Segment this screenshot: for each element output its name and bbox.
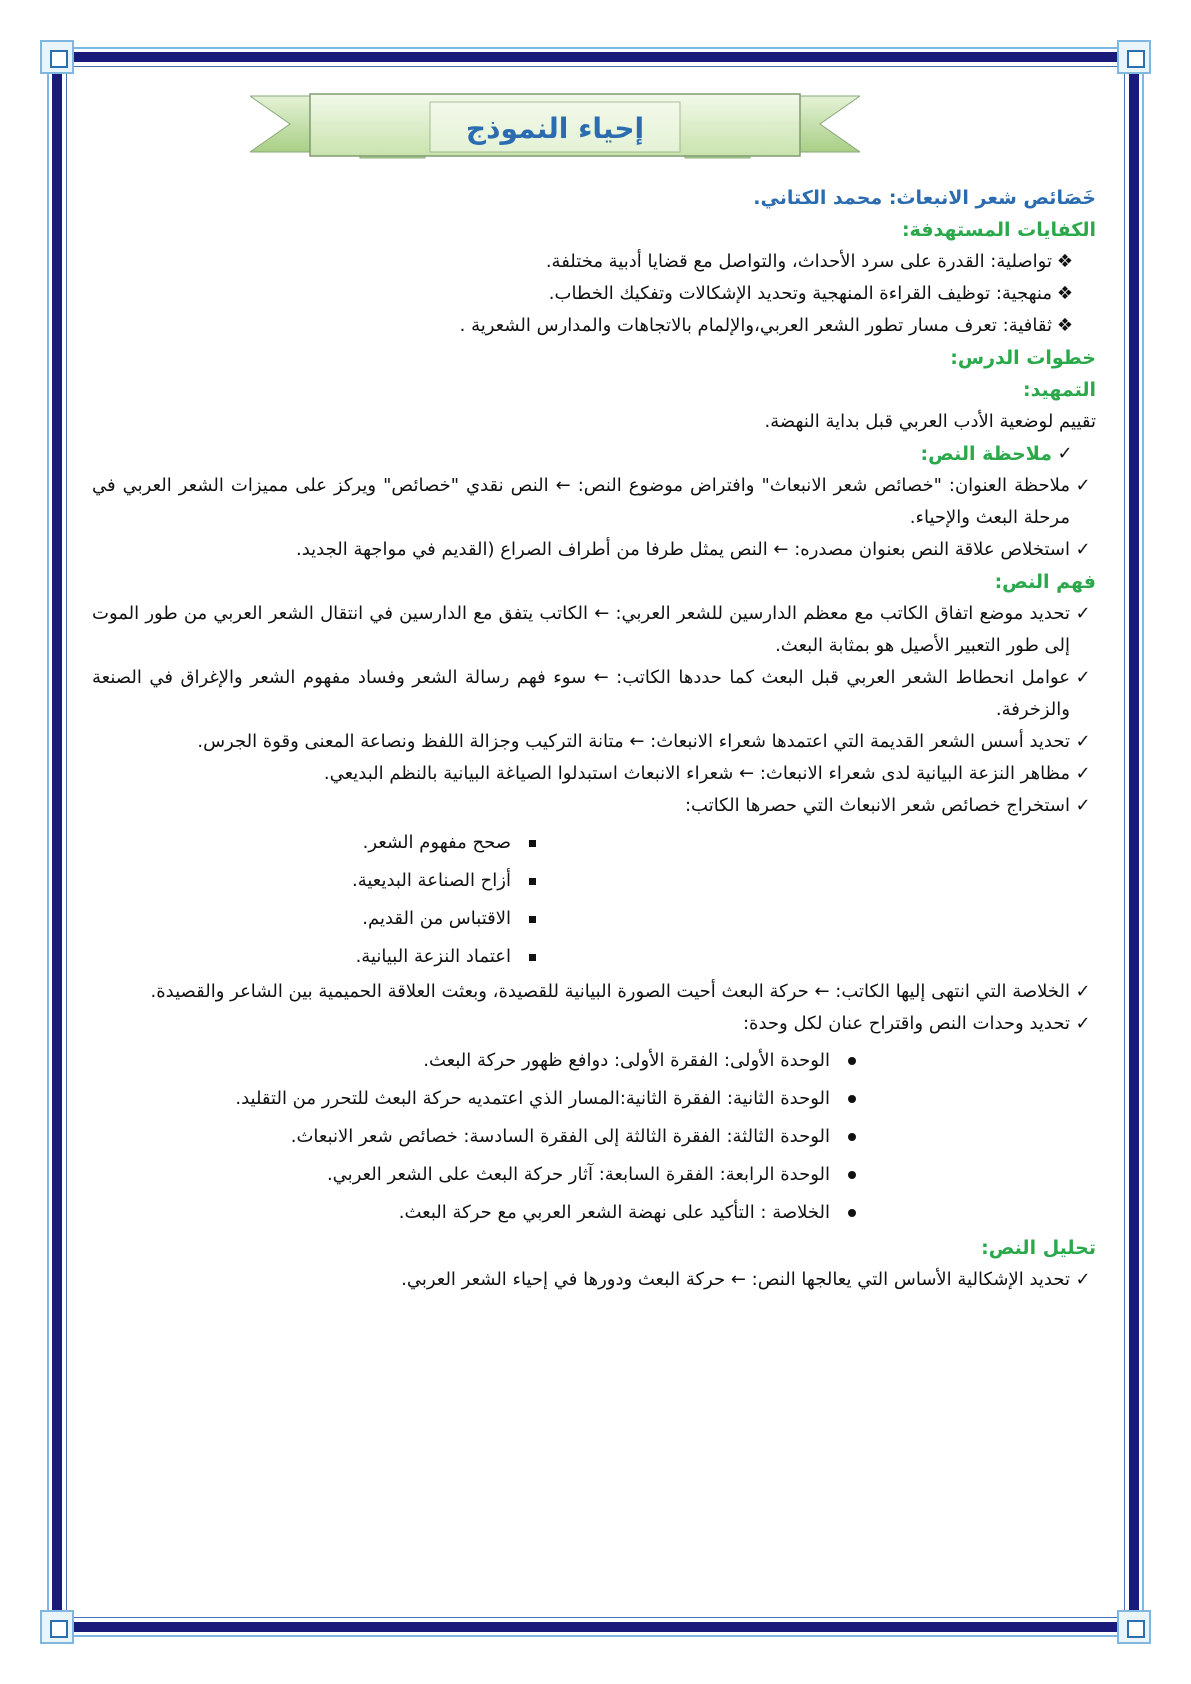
list-item: ❖ تواصلية: القدرة على سرد الأحداث، والتواصل مع قضايا أدبية مختلفة. xyxy=(92,246,1078,278)
check-icon: ✓ xyxy=(1075,667,1091,688)
list-item: الخلاصة : التأكيد على نهضة الشعر العربي مع حركة البعث. xyxy=(92,1194,856,1232)
list-item: الاقتباس من القديم. xyxy=(92,900,536,938)
list-item: ✓ استخراج خصائص شعر الانبعاث التي حصرها الكاتب: xyxy=(92,790,1096,822)
characteristics-list xyxy=(92,824,1096,976)
list-item: صحح مفهوم الشعر. xyxy=(92,824,536,862)
square-bullet-icon xyxy=(529,916,536,923)
check-icon: ✓ xyxy=(1075,731,1091,752)
list-item: ❖ ثقافية: تعرف مسار تطور الشعر العربي،والإلمام بالاتجاهات والمدارس الشعرية . xyxy=(92,310,1078,342)
corner-ornament-icon xyxy=(1117,1610,1151,1644)
title-banner xyxy=(250,88,860,168)
list-item: ✓ ملاحظة العنوان: "خصائص شعر الانبعاث" وافتراض موضوع النص: ← النص نقدي "خصائص" ويركز على مميزات الشعر العربي في مرحلة البعث والإحياء. xyxy=(92,470,1096,534)
corner-ornament-icon xyxy=(40,1610,74,1644)
list-item: الوحدة الثانية: الفقرة الثانية:المسار الذي اعتمديه حركة البعث للتحرر من التقليد. xyxy=(92,1080,856,1118)
list-item: أزاح الصناعة البديعية. xyxy=(92,862,536,900)
square-bullet-icon xyxy=(529,878,536,885)
steps-heading: خطوات الدرس: xyxy=(950,347,1096,369)
intro-text: تقييم لوضعية الأدب العربي قبل بداية النهضة. xyxy=(764,411,1096,432)
check-icon: ✓ xyxy=(1075,1013,1091,1034)
page-title: إحياء النموذج xyxy=(465,111,645,145)
check-icon: ✓ xyxy=(1075,795,1091,816)
list-item: الوحدة الرابعة: الفقرة السابعة: آثار حركة البعث على الشعر العربي. xyxy=(92,1156,856,1194)
observation-heading-row xyxy=(92,438,1096,470)
check-icon: ✓ xyxy=(1075,981,1091,1002)
intro-heading: التمهيد: xyxy=(1022,379,1096,401)
check-icon: ✓ xyxy=(1057,443,1073,464)
competencies-heading: الكفايات المستهدفة: xyxy=(901,219,1096,241)
corner-ornament-icon xyxy=(1117,40,1151,74)
list-item: الوحدة الثالثة: الفقرة الثالثة إلى الفقرة السادسة: خصائص شعر الانبعاث. xyxy=(92,1118,856,1156)
list-item: اعتماد النزعة البيانية. xyxy=(92,938,536,976)
diamond-bullet-icon: ❖ xyxy=(1056,251,1074,272)
dot-bullet-icon xyxy=(848,1171,856,1179)
check-icon: ✓ xyxy=(1075,763,1091,784)
dot-bullet-icon xyxy=(848,1209,856,1217)
square-bullet-icon xyxy=(529,954,536,961)
list-item: ❖ منهجية: توظيف القراءة المنهجية وتحديد الإشكالات وتفكيك الخطاب. xyxy=(92,278,1078,310)
list-item: ✓ تحديد موضع اتفاق الكاتب مع معظم الدارسين للشعر العربي: ← الكاتب يتفق مع الدارسين في انتقال الشعر العربي من طور الموت إلى طور التعبير الأصيل هو بمثابة البعث. xyxy=(92,598,1096,662)
lesson-subtitle: خَصَائص شعر الانبعاث: محمد الكتاني. xyxy=(753,187,1096,209)
list-item: ✓ مظاهر النزعة البيانية لدى شعراء الانبعاث: ← شعراء الانبعاث استبدلوا الصياغة البيانية بالنظم البديعي. xyxy=(92,758,1096,790)
check-icon: ✓ xyxy=(1075,1269,1091,1290)
analysis-heading: تحليل النص: xyxy=(981,1237,1096,1259)
square-bullet-icon xyxy=(529,840,536,847)
list-item: ✓ تحديد الإشكالية الأساس التي يعالجها النص: ← حركة البعث ودورها في إحياء الشعر العربي. xyxy=(92,1264,1096,1296)
list-item: الوحدة الأولى: الفقرة الأولى: دوافع ظهور حركة البعث. xyxy=(92,1042,856,1080)
lesson-content xyxy=(92,182,1096,1296)
dot-bullet-icon xyxy=(848,1057,856,1065)
list-item: ✓ تحديد أسس الشعر القديمة التي اعتمدها شعراء الانبعاث: ← متانة التركيب وجزالة اللفظ ونصاعة المعنى وقوة الجرس. xyxy=(92,726,1096,758)
check-icon: ✓ xyxy=(1075,539,1091,560)
dot-bullet-icon xyxy=(848,1133,856,1141)
list-item: ✓ تحديد وحدات النص واقتراح عنان لكل وحدة: xyxy=(92,1008,1096,1040)
list-item: ✓ الخلاصة التي انتهى إليها الكاتب: ← حركة البعث أحيت الصورة البيانية للقصيدة، وبعثت العلاقة الحميمية بين الشاعر والقصيدة. xyxy=(92,976,1096,1008)
observation-heading: ملاحظة النص: xyxy=(920,443,1052,465)
diamond-bullet-icon: ❖ xyxy=(1056,315,1074,336)
check-icon: ✓ xyxy=(1075,603,1091,624)
comprehension-heading: فهم النص: xyxy=(994,571,1096,593)
list-item: ✓ عوامل انحطاط الشعر العربي قبل البعث كما حددها الكاتب: ← سوء فهم رسالة الشعر وفساد مفهوم الشعر والإغراق في الصنعة والزخرفة. xyxy=(92,662,1096,726)
units-list xyxy=(92,1042,1096,1232)
dot-bullet-icon xyxy=(848,1095,856,1103)
diamond-bullet-icon: ❖ xyxy=(1056,283,1074,304)
corner-ornament-icon xyxy=(40,40,74,74)
check-icon: ✓ xyxy=(1075,475,1091,496)
list-item: ✓ استخلاص علاقة النص بعنوان مصدره: ← النص يمثل طرفا من أطراف الصراع (القديم في مواجهة الجديد. xyxy=(92,534,1096,566)
competencies-list xyxy=(92,246,1096,342)
